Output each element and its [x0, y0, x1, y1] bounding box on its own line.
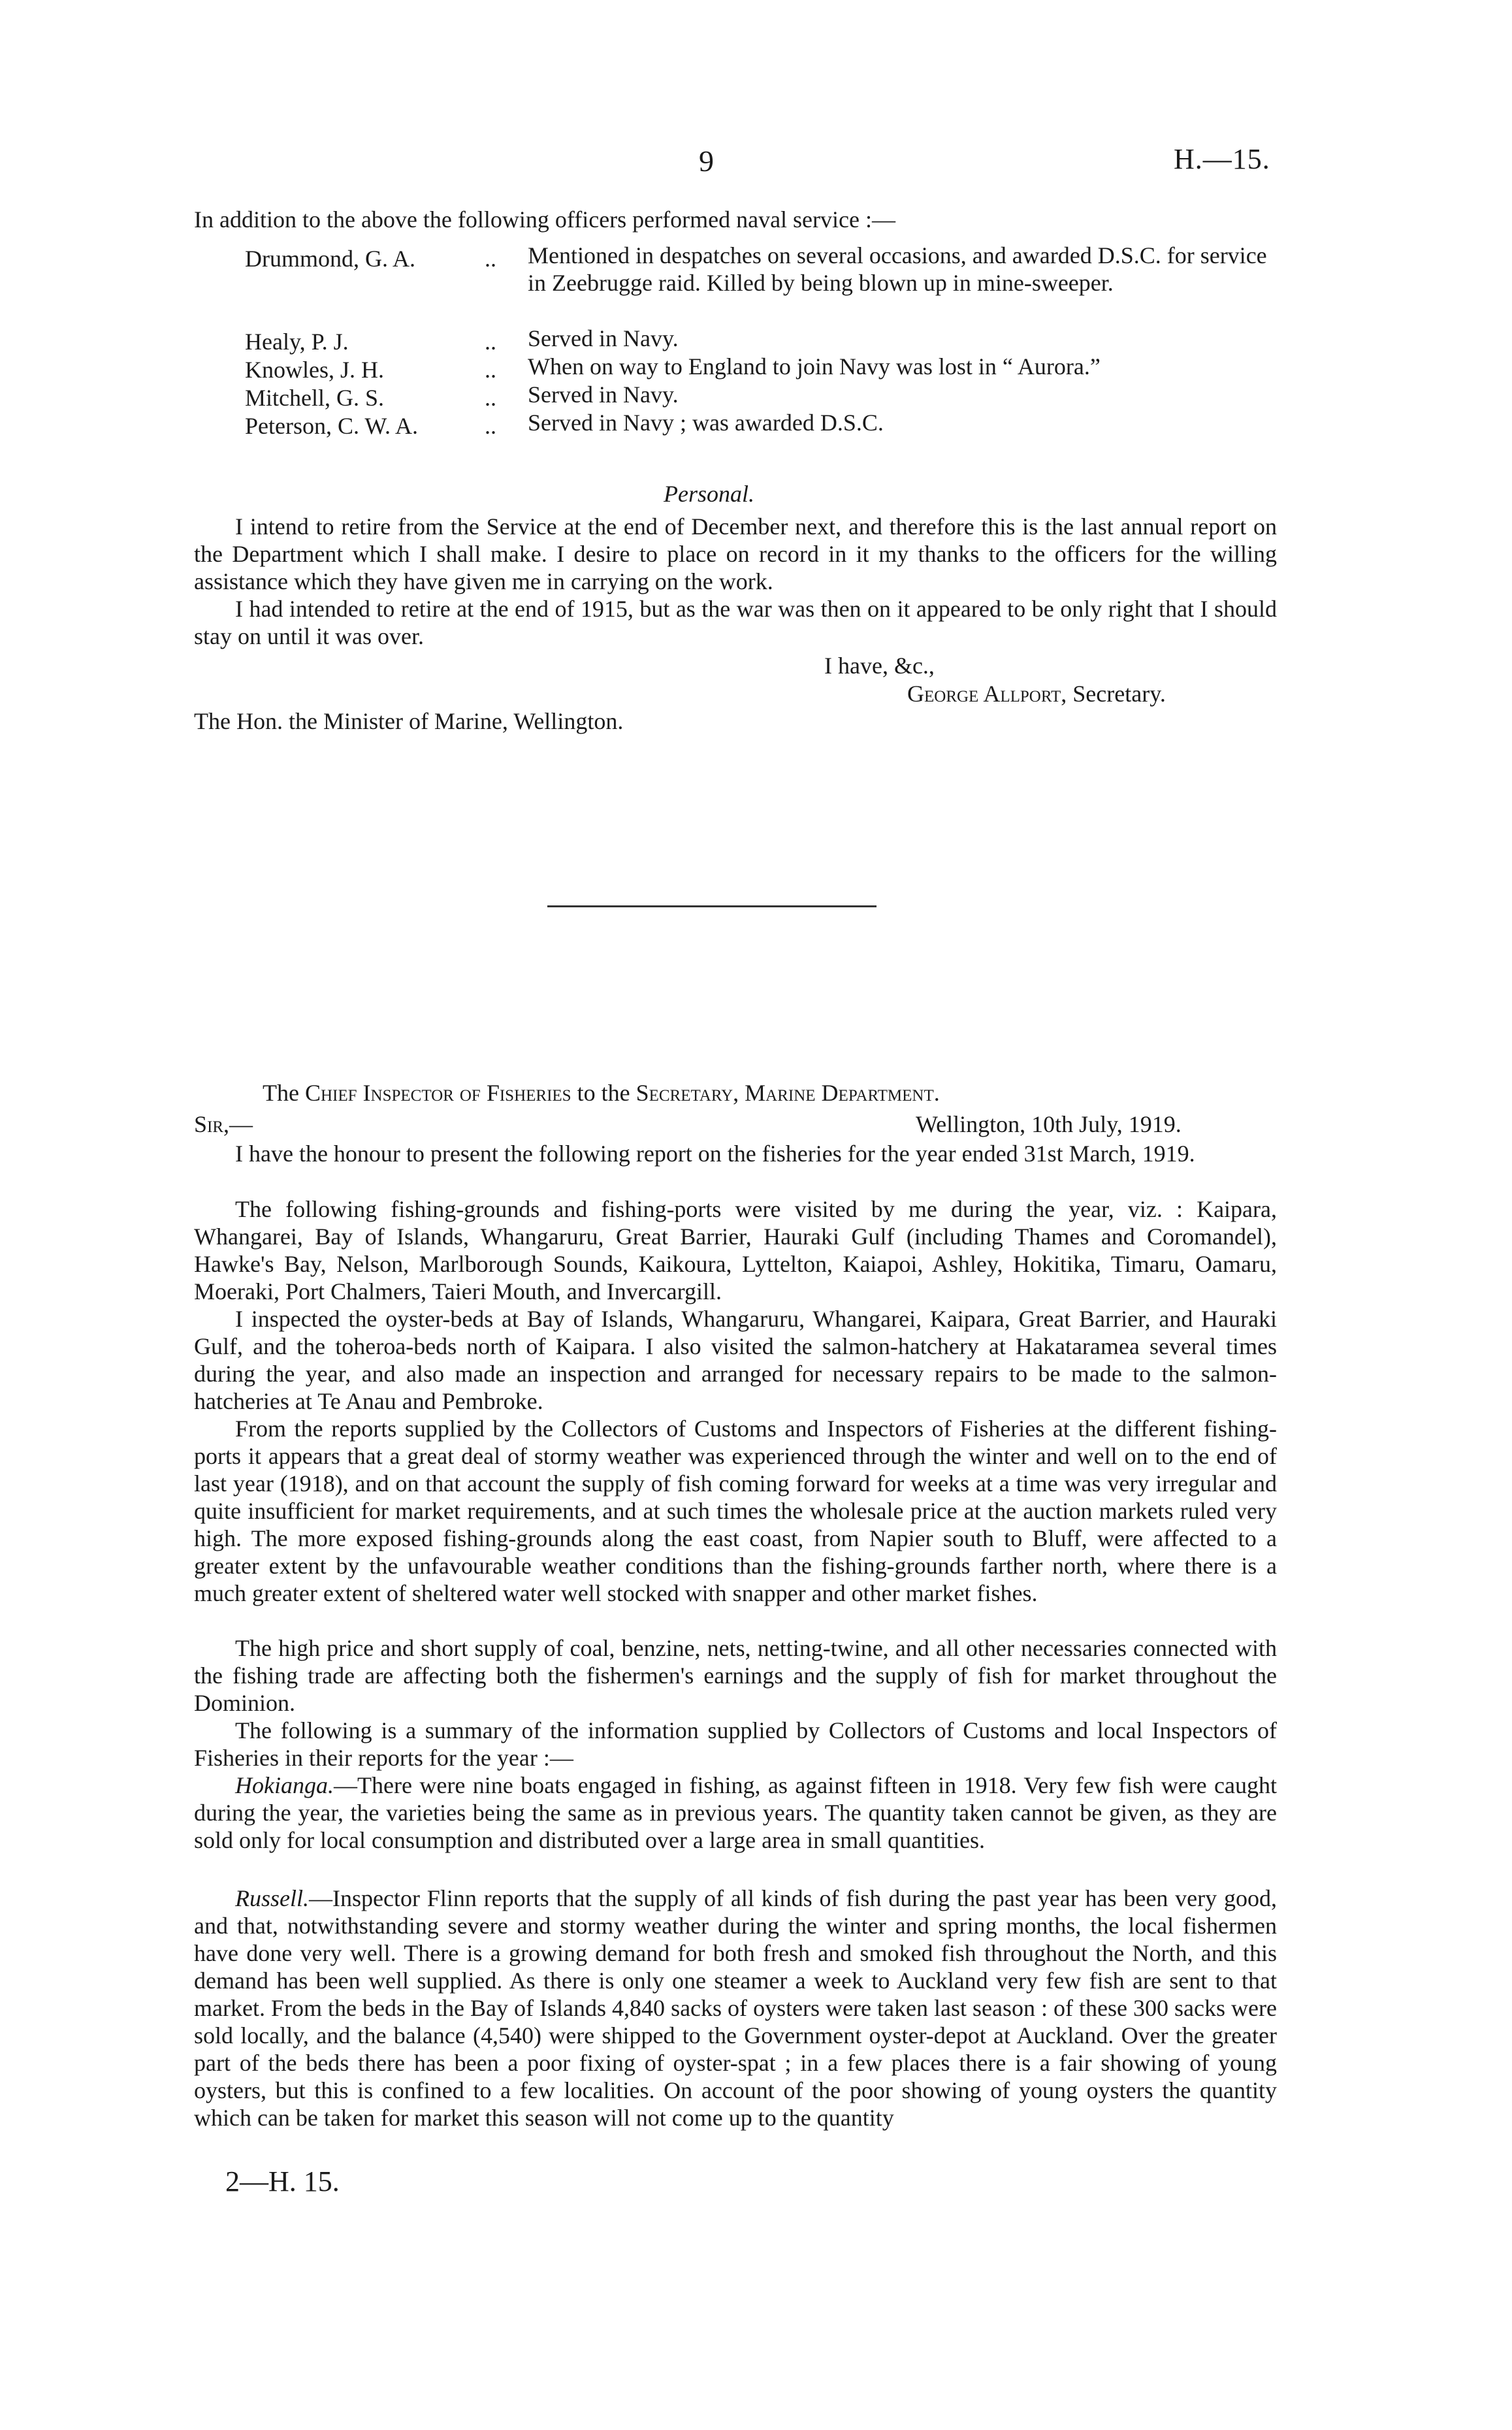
section-divider: [547, 905, 877, 907]
leader-dots: ..: [485, 329, 496, 355]
officer-note: Served in Navy ; was awarded D.S.C.: [528, 410, 884, 436]
leader-dots: ..: [485, 413, 496, 439]
report-to: Secretary, Marine Department.: [635, 1080, 940, 1106]
naval-service-intro: In addition to the above the following officers performed naval service :—: [194, 206, 895, 233]
addressee: The Hon. the Minister of Marine, Wellington.: [194, 708, 624, 734]
report-paragraph: The high price and short supply of coal, benzine, nets, netting-twine, and all other necessaries connected with the fishing trade are affecting both the fishermen's earnings and the supply of fish for market throughout the Dominion.: [194, 1635, 1277, 1716]
place-date: Wellington, 10th July, 1919.: [916, 1111, 1182, 1137]
closing-phrase: I have, &c.,: [824, 653, 935, 679]
officer-note: Served in Navy.: [528, 381, 679, 408]
russell-text: —Inspector Flinn reports that the supply of all kinds of fish during the past year has been very good, and that, notwithstanding severe and stormy weather during the winter and spring months, the local fishermen have done very well. There is a growing demand for both fresh and smoked fish throughout the North, and this demand has been well supplied. As there is only one steamer a week to Auckland very few fish are sent to that market. From the beds in the Bay of Islands 4,840 sacks of oysters were taken last season : of these 300 sacks were sold locally, and the balance (4,540) were shipped to the Government oyster-depot at Auckland. Over the greater part of the beds there has been a poor fixing of oyster-spat ; in a few places there is a fair showing of young oysters, but this is confined to a few localities. On account of the poor showing of young oysters the quantity which can be taken for market this season will not come up to the quantity: [194, 1885, 1277, 2131]
report-heading: [263, 1081, 940, 1105]
report-paragraph: I inspected the oyster-beds at Bay of Islands, Whangaruru, Whangarei, Kaipara, Great Barrier, and Hauraki Gulf, and the toheroa-beds north of Kaipara. I also visited the salmon-hatchery at Hakataramea several times during the year, and also made an inspection and arranged for necessary repairs to be made to the salmon-hatcheries at Te Anau and Pembroke.: [194, 1306, 1277, 1414]
report-paragraph: I have the honour to present the following report on the fisheries for the year ended 31st March, 1919.: [235, 1141, 1195, 1167]
officer-name: Healy, P. J.: [245, 329, 349, 355]
page-number: 9: [699, 144, 714, 178]
officer-name: Mitchell, G. S.: [245, 385, 384, 411]
officer-name: Drummond, G. A.: [245, 246, 415, 272]
hokianga-label: Hokianga.: [235, 1772, 334, 1798]
leader-dots: ..: [485, 246, 496, 272]
officer-note: Mentioned in despatches on several occasions, and awarded D.S.C. for service in Zeebrugge raid. Killed by being blown up in mine-sweeper.: [528, 242, 1267, 296]
officer-note: When on way to England to join Navy was lost in “ Aurora.”: [528, 353, 1101, 380]
personal-paragraph: I had intended to retire at the end of 1915, but as the war was then on it appeared to be only right that I should stay on until it was over.: [194, 596, 1277, 649]
report-from: Chief Inspector of Fisheries: [304, 1080, 571, 1106]
report-paragraph: The following fishing-grounds and fishing-ports were visited by me during the year, viz. : Kaipara, Whangarei, Bay of Islands, Whangaruru, Great Barrier, Hauraki Gulf (including Thames and Coromandel), Hawke's Bay, Nelson, Marlborough Sounds, Kaikoura, Lyttelton, Kaiapoi, Ashley, Hokitika, Timaru, Oamaru, Moeraki, Port Chalmers, Taieri Mouth, and Invercargill.: [194, 1196, 1277, 1304]
report-heading-mid: to the: [577, 1080, 630, 1106]
signature-name: George Allport,: [907, 681, 1067, 707]
leader-dots: ..: [485, 385, 496, 411]
officer-name: Knowles, J. H.: [245, 357, 384, 383]
signature-title: Secretary.: [1072, 681, 1166, 707]
document-code: H.—15.: [1174, 143, 1270, 175]
personal-paragraph: I intend to retire from the Service at the end of December next, and therefore this is the last annual report on the Department which I shall make. I desire to place on record in it my thanks to the officers for the willing assistance which they have given me in carrying on the work.: [194, 513, 1277, 594]
hokianga-paragraph: [194, 1772, 1277, 1854]
hokianga-text: —There were nine boats engaged in fishing, as against fifteen in 1918. Very few fish were caught during the year, the varieties being the same as in previous years. The quantity taken cannot be given, as they are sold only for local consumption and distributed over a large area in small quantities.: [194, 1772, 1277, 1853]
officer-note: Served in Navy.: [528, 325, 679, 351]
russell-label: Russell.: [235, 1885, 309, 1911]
signature: [907, 682, 1166, 705]
report-paragraph: The following is a summary of the information supplied by Collectors of Customs and local Inspectors of Fisheries in their reports for the year :—: [194, 1717, 1277, 1771]
personal-heading: Personal.: [664, 481, 754, 507]
officer-name: Peterson, C. W. A.: [245, 413, 419, 439]
signature-mark: 2—H. 15.: [225, 2165, 340, 2197]
report-heading-prefix: The: [263, 1080, 299, 1106]
russell-paragraph: [194, 1885, 1277, 2131]
leader-dots: ..: [485, 357, 496, 383]
report-paragraph: From the reports supplied by the Collectors of Customs and Inspectors of Fisheries at the different fishing-ports it appears that a great deal of stormy weather was experienced through the winter and well on to the end of last year (1918), and on that account the supply of fish coming forward for weeks at a time was very irregular and quite insufficient for market requirements, and at such times the wholesale price at the auction markets ruled very high. The more exposed fishing-grounds along the east coast, from Napier south to Bluff, were affected to a greater extent by the unfavourable weather conditions than the fishing-grounds farther north, where there is a much greater extent of sheltered water well stocked with snapper and other market fishes.: [194, 1416, 1277, 1606]
salutation: Sir,—: [194, 1111, 253, 1137]
